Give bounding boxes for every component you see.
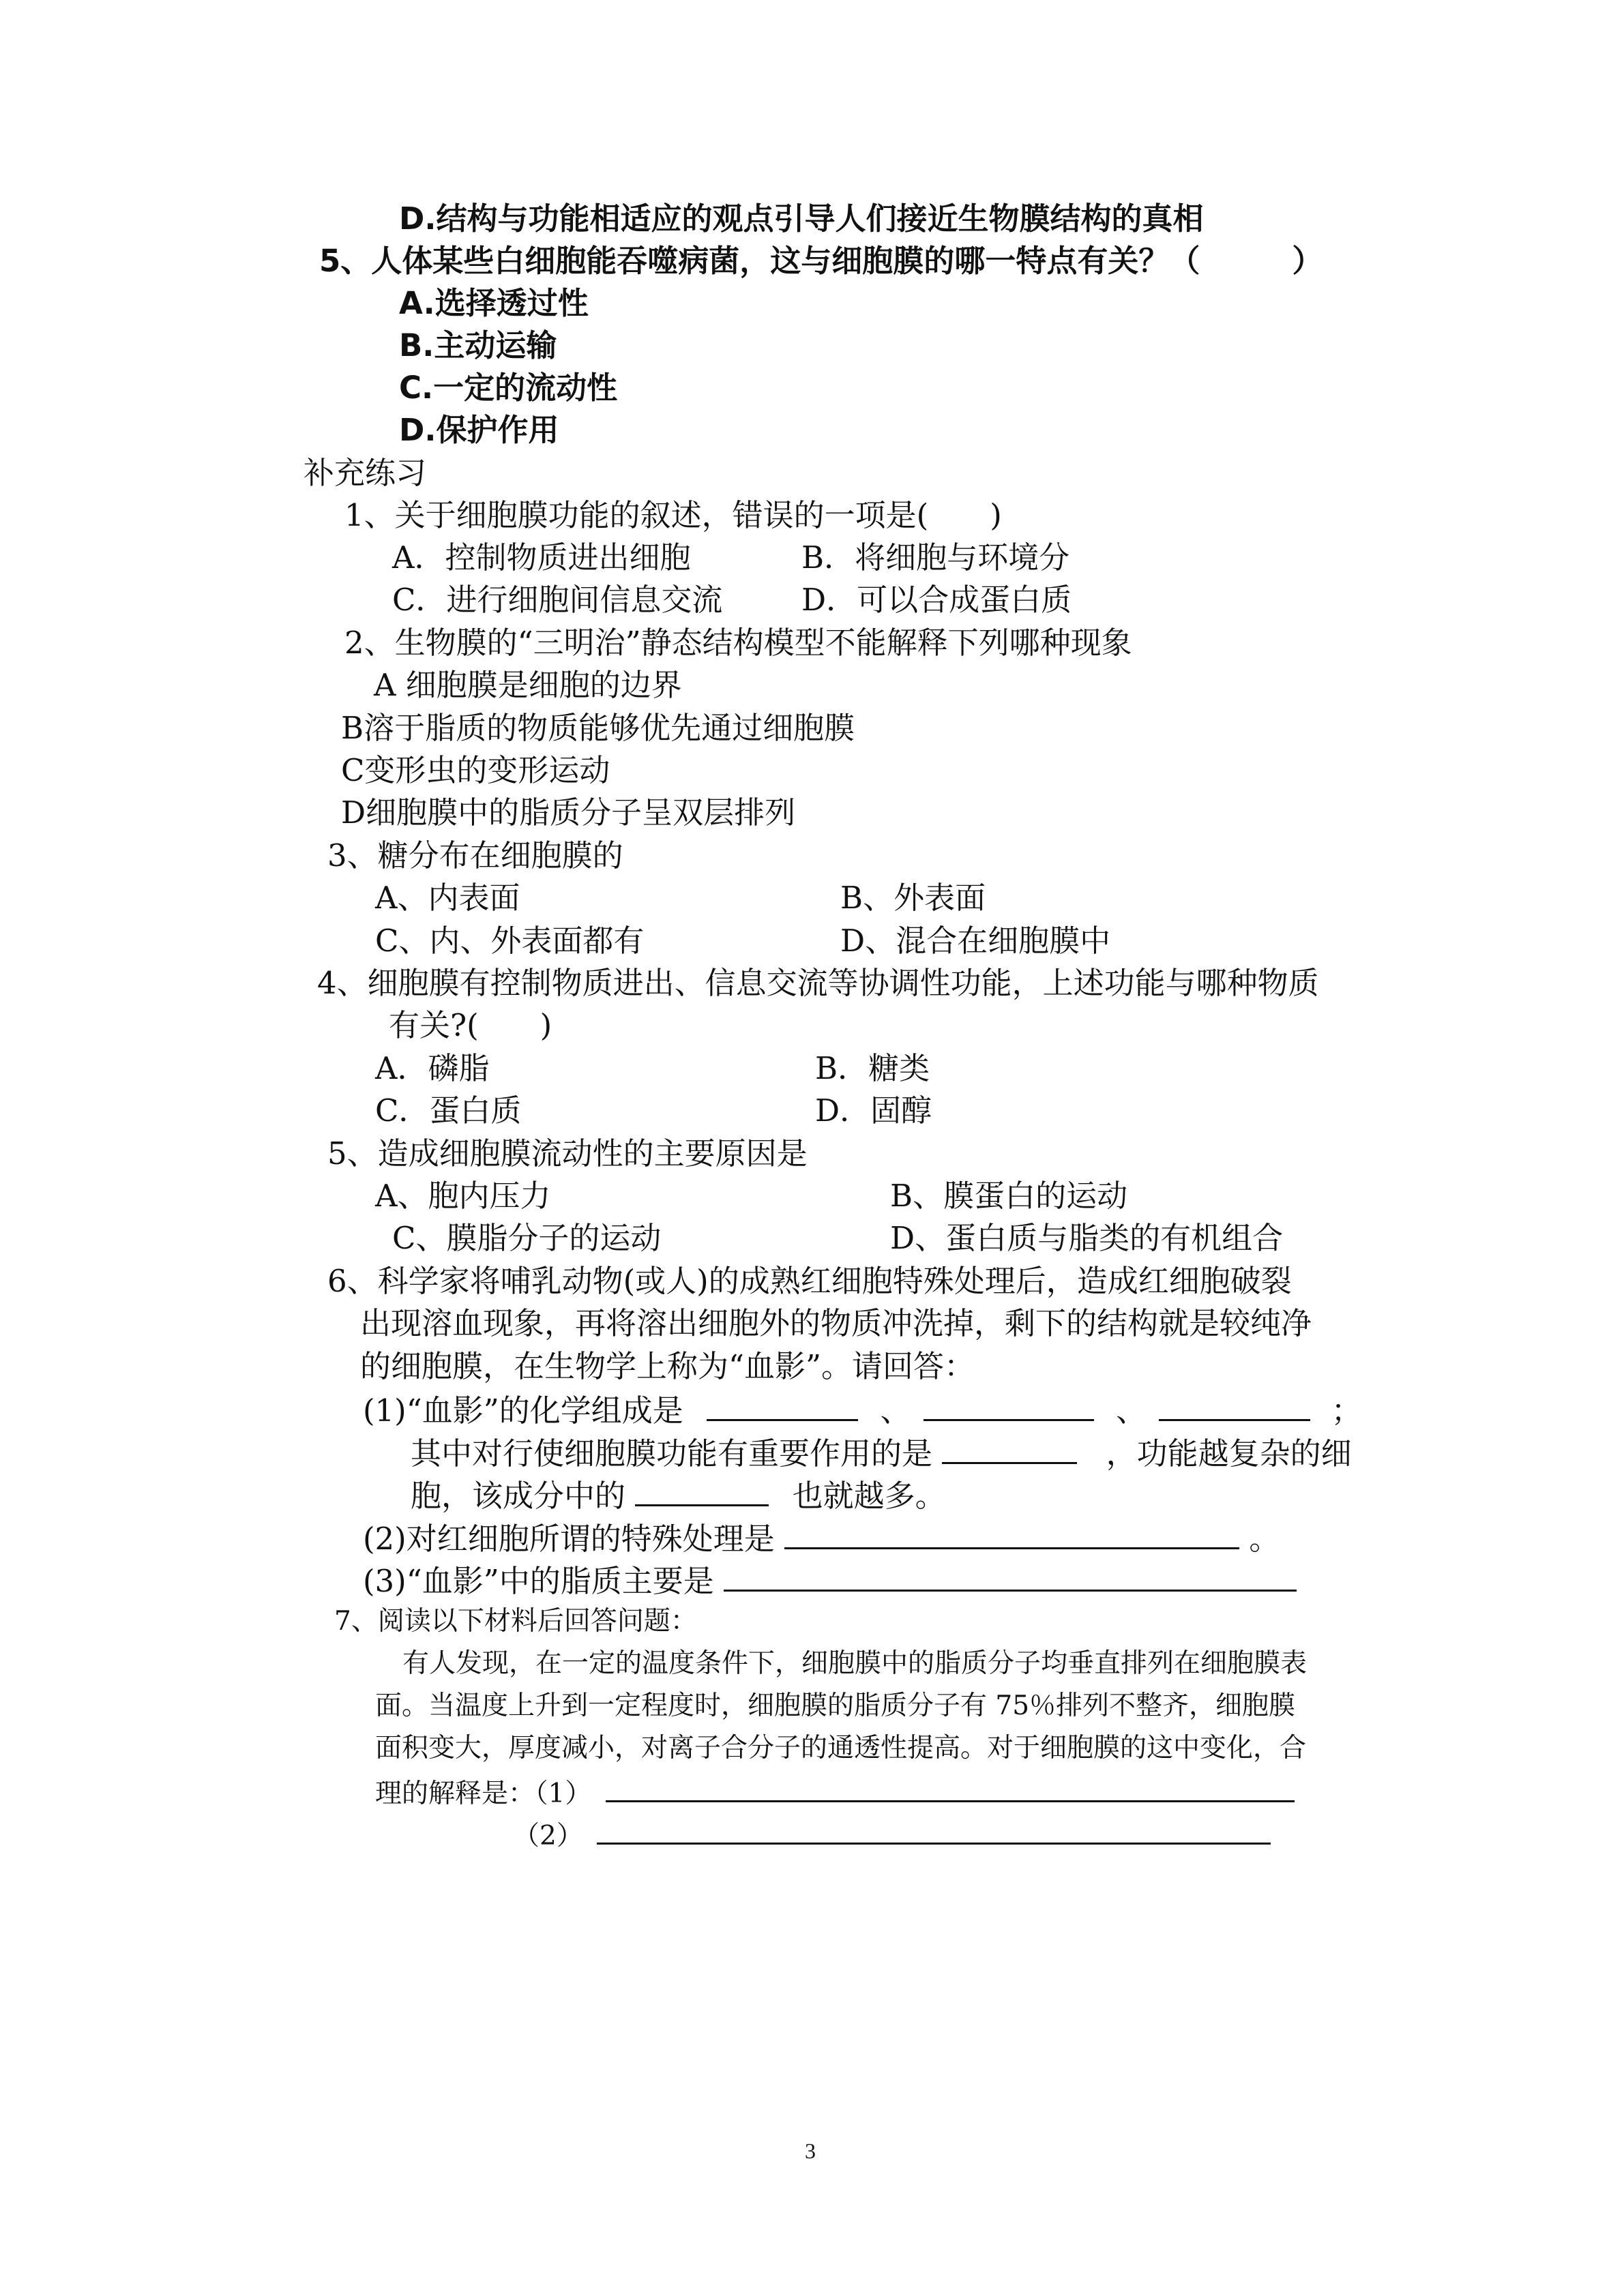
- s5-option-c: C、膜脂分子的运动: [392, 1220, 662, 1256]
- answer-blank[interactable]: [784, 1521, 1239, 1549]
- s1-stem: 1、关于细胞膜功能的叙述，错误的一项是( ): [344, 497, 1002, 533]
- s1-option-d: D．可以合成蛋白质: [801, 582, 1072, 618]
- s4-option-c: C．蛋白质: [375, 1092, 522, 1129]
- s6-part1-text: 其中对行使细胞膜功能有重要作用的是: [411, 1435, 933, 1472]
- q5-stem: 5、人体某些白细胞能吞噬病菌，这与细胞膜的哪一特点有关？（ ）: [319, 243, 1323, 279]
- s7-para-line5: [513, 1819, 1271, 1849]
- s4-option-a: A．磷脂: [375, 1050, 490, 1086]
- s2-option-c: C变形虫的变形运动: [341, 752, 610, 788]
- s1-option-b: B．将细胞与环境分: [801, 539, 1070, 576]
- s5-stem: 5、造成细胞膜流动性的主要原因是: [327, 1135, 808, 1172]
- s2-option-d: D细胞膜中的脂质分子呈双层排列: [341, 794, 796, 831]
- s5-option-b: B、膜蛋白的运动: [890, 1178, 1128, 1214]
- s7-answer-prompt-2: （2）: [513, 1821, 583, 1851]
- s6-line3: 的细胞膜，在生物学上称为“血影”。请回答：: [360, 1348, 975, 1384]
- q5-option-c: C.一定的流动性: [399, 370, 618, 406]
- s7-para-line3: 面积变大，厚度减小，对离子合分子的通透性提高。对于细胞膜的这中变化，合: [375, 1733, 1307, 1763]
- s6-part1-text: 胞，该成分中的: [411, 1478, 626, 1514]
- s6-part3: [363, 1563, 1297, 1599]
- s4-option-d: D．固醇: [815, 1092, 932, 1129]
- s5-option-a: A、胞内压力: [375, 1178, 551, 1214]
- q5-option-a: A.选择透过性: [399, 285, 589, 321]
- answer-blank[interactable]: [724, 1564, 1297, 1592]
- separator: ；: [1331, 1392, 1362, 1429]
- s6-part1-prompt: (1)“血影”的化学组成是: [363, 1392, 683, 1429]
- s6-part1-text: 也就越多。: [792, 1478, 946, 1514]
- s7-para-line1: 有人发现，在一定的温度条件下，细胞膜中的脂质分子均垂直排列在细胞膜表: [402, 1648, 1308, 1679]
- page-number: 3: [805, 2138, 816, 2163]
- s4-option-b: B．糖类: [815, 1050, 930, 1086]
- s3-stem: 3、糖分布在细胞膜的: [327, 837, 623, 874]
- answer-blank[interactable]: [606, 1777, 1295, 1802]
- s3-option-c: C、内、外表面都有: [375, 923, 645, 959]
- s6-part1-line3: [411, 1478, 946, 1514]
- s7-answer-prompt-1: 理的解释是：（1）: [375, 1778, 592, 1809]
- separator: 、: [1116, 1392, 1147, 1429]
- q4-option-d: D.结构与功能相适应的观点引导人们接近生物膜结构的真相: [399, 200, 1204, 237]
- s5-option-d: D、蛋白质与脂类的有机组合: [890, 1220, 1284, 1256]
- s7-para-line2: 面。当温度上升到一定程度时，细胞膜的脂质分子有 75％排列不整齐，细胞膜: [375, 1690, 1296, 1721]
- s2-stem: 2、生物膜的“三明治”静态结构模型不能解释下列哪种现象: [344, 625, 1132, 661]
- s6-line1: 6、科学家将哺乳动物(或人)的成熟红细胞特殊处理后，造成红细胞破裂: [327, 1263, 1292, 1299]
- s6-part3-prompt: (3)“血影”中的脂质主要是: [363, 1563, 714, 1599]
- s3-option-a: A、内表面: [375, 880, 520, 916]
- s7-para-line4: [375, 1777, 1295, 1807]
- separator: 、: [880, 1392, 911, 1429]
- answer-blank[interactable]: [1159, 1393, 1310, 1421]
- answer-blank[interactable]: [597, 1819, 1271, 1845]
- s2-option-b: B溶于脂质的物质能够优先通过细胞膜: [341, 710, 855, 746]
- s6-line2: 出现溶血现象，再将溶出细胞外的物质冲洗掉，剩下的结构就是较纯净: [360, 1305, 1312, 1341]
- s2-option-a: A 细胞膜是细胞的边界: [374, 667, 682, 703]
- section-title: 补充练习: [304, 455, 427, 491]
- s6-part2: [363, 1521, 1280, 1557]
- answer-blank[interactable]: [635, 1478, 769, 1506]
- s7-stem: 7、阅读以下材料后回答问题：: [334, 1606, 697, 1637]
- q5-option-b: B.主动运输: [399, 327, 557, 363]
- s6-part2-prompt: (2)对红细胞所谓的特殊处理是: [363, 1521, 775, 1557]
- s3-option-b: B、外表面: [840, 880, 986, 916]
- answer-blank[interactable]: [942, 1436, 1077, 1464]
- s6-part1-line1: [363, 1392, 1362, 1429]
- s1-option-a: A．控制物质进出细胞: [392, 539, 691, 576]
- s3-option-d: D、混合在细胞膜中: [840, 923, 1111, 959]
- s4-stem-line2: 有关?( ): [389, 1007, 552, 1043]
- answer-blank[interactable]: [707, 1393, 858, 1421]
- s1-option-c: C．进行细胞间信息交流: [392, 582, 723, 618]
- answer-blank[interactable]: [924, 1393, 1094, 1421]
- s6-part1-text: ，功能越复杂的细: [1106, 1435, 1352, 1472]
- period: 。: [1249, 1521, 1280, 1557]
- s6-part1-line2: [411, 1435, 1352, 1472]
- s4-stem-line1: 4、细胞膜有控制物质进出、信息交流等协调性功能，上述功能与哪种物质: [317, 965, 1319, 1001]
- q5-option-d: D.保护作用: [399, 412, 559, 448]
